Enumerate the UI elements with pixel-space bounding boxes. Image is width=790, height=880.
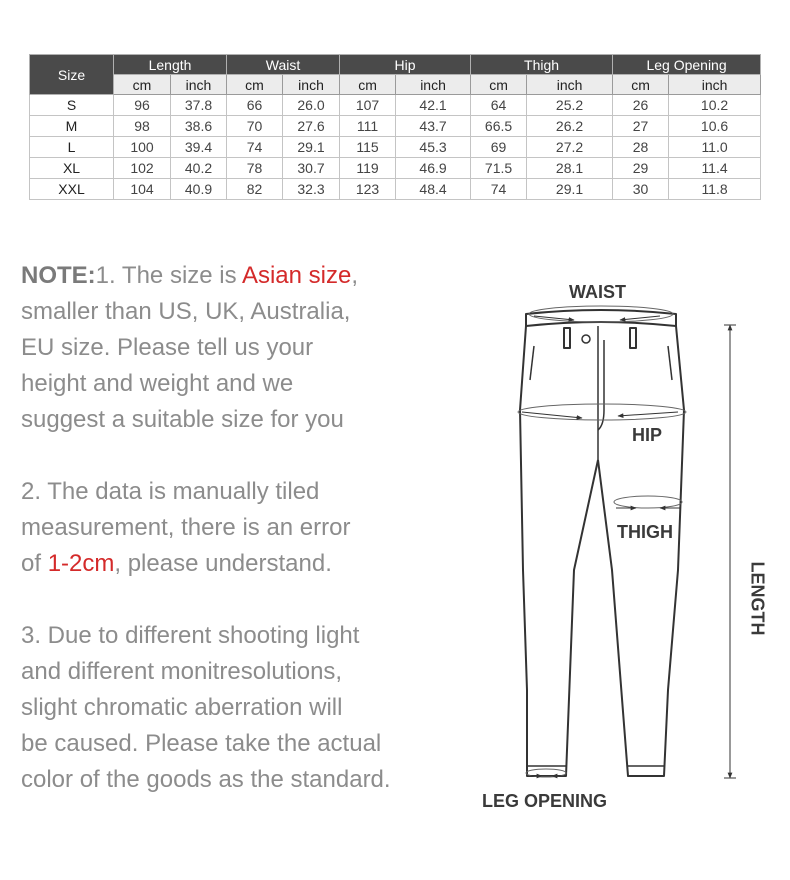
value-cell: 28	[613, 137, 669, 158]
value-cell: 40.9	[171, 179, 227, 200]
size-cell: XL	[30, 158, 114, 179]
note-1-line: suggest a suitable size for you	[21, 406, 344, 433]
value-cell: 78	[227, 158, 283, 179]
table-body	[30, 95, 761, 200]
value-cell: 37.8	[171, 95, 227, 116]
value-cell: 115	[340, 137, 396, 158]
value-cell: 46.9	[396, 158, 471, 179]
value-cell: 30	[613, 179, 669, 200]
pants-measurement-diagram	[470, 270, 790, 830]
pants-outline	[520, 310, 684, 776]
note-2-text: of	[21, 550, 48, 577]
note-3-line: and different monitresolutions,	[21, 658, 343, 685]
note-1-highlight: Asian size	[241, 262, 352, 289]
table-row	[30, 116, 761, 137]
size-cell: L	[30, 137, 114, 158]
value-cell: 28.1	[527, 158, 613, 179]
hip-group-header: Hip	[340, 55, 471, 75]
value-cell: 104	[114, 179, 171, 200]
value-cell: 96	[114, 95, 171, 116]
thigh-measure	[614, 496, 682, 508]
value-cell: 42.1	[396, 95, 471, 116]
value-cell: 45.3	[396, 137, 471, 158]
note-1-comma: ,	[351, 262, 359, 289]
note-label: NOTE:	[21, 262, 96, 289]
note-1-line: EU size. Please tell us your	[21, 334, 314, 361]
unit-cell: inch	[396, 75, 471, 95]
value-cell: 64	[471, 95, 527, 116]
value-cell: 119	[340, 158, 396, 179]
unit-cell: inch	[283, 75, 340, 95]
value-cell: 26	[613, 95, 669, 116]
value-cell: 11.8	[669, 179, 761, 200]
waist-label: WAIST	[569, 282, 626, 302]
value-cell: 27.2	[527, 137, 613, 158]
value-cell: 11.0	[669, 137, 761, 158]
unit-cell: cm	[613, 75, 669, 95]
note-2-highlight: 1-2cm	[47, 550, 115, 577]
note-1-line: smaller than US, UK, Australia,	[21, 298, 351, 325]
notes-block	[21, 258, 461, 834]
unit-cell: inch	[171, 75, 227, 95]
note-1	[21, 258, 461, 438]
value-cell: 10.2	[669, 95, 761, 116]
value-cell: 39.4	[171, 137, 227, 158]
note-3-line: slight chromatic aberration will	[21, 694, 343, 721]
unit-cell: cm	[471, 75, 527, 95]
waist-measure	[529, 306, 673, 322]
leg-opening-label: LEG OPENING	[482, 791, 608, 811]
note-3-line: color of the goods as the standard.	[21, 766, 391, 793]
unit-cell: cm	[227, 75, 283, 95]
value-cell: 102	[114, 158, 171, 179]
hip-measure	[518, 404, 686, 420]
note-1-text: 1. The size is	[95, 262, 242, 289]
value-cell: 38.6	[171, 116, 227, 137]
note-2-text-end: , please understand.	[114, 550, 332, 577]
size-column-header: Size	[30, 55, 114, 95]
length-measure	[724, 325, 736, 778]
value-cell: 82	[227, 179, 283, 200]
value-cell: 71.5	[471, 158, 527, 179]
waist-group-header: Waist	[227, 55, 340, 75]
value-cell: 40.2	[171, 158, 227, 179]
value-cell: 66.5	[471, 116, 527, 137]
value-cell: 43.7	[396, 116, 471, 137]
value-cell: 27	[613, 116, 669, 137]
value-cell: 48.4	[396, 179, 471, 200]
thigh-label: THIGH	[617, 522, 673, 542]
value-cell: 74	[227, 137, 283, 158]
table-row	[30, 95, 761, 116]
length-group-header: Length	[114, 55, 227, 75]
value-cell: 69	[471, 137, 527, 158]
value-cell: 10.6	[669, 116, 761, 137]
value-cell: 27.6	[283, 116, 340, 137]
value-cell: 70	[227, 116, 283, 137]
pants-illustration	[470, 270, 790, 830]
group-header-row	[30, 55, 761, 75]
table-row	[30, 158, 761, 179]
unit-cell: inch	[527, 75, 613, 95]
length-label: LENGTH	[747, 561, 768, 636]
value-cell: 100	[114, 137, 171, 158]
units-row	[30, 75, 761, 95]
value-cell: 29.1	[527, 179, 613, 200]
value-cell: 25.2	[527, 95, 613, 116]
note-3	[21, 618, 461, 798]
note-3-line: be caused. Please take the actual	[21, 730, 382, 757]
unit-cell: inch	[669, 75, 761, 95]
note-3-line: 3. Due to different shooting light	[21, 622, 360, 649]
value-cell: 123	[340, 179, 396, 200]
value-cell: 26.0	[283, 95, 340, 116]
unit-cell: cm	[114, 75, 171, 95]
value-cell: 29.1	[283, 137, 340, 158]
leg-opening-group-header: Leg Opening	[613, 55, 761, 75]
thigh-group-header: Thigh	[471, 55, 613, 75]
value-cell: 29	[613, 158, 669, 179]
table-row	[30, 179, 761, 200]
value-cell: 107	[340, 95, 396, 116]
note-2-line: 2. The data is manually tiled	[21, 478, 320, 505]
value-cell: 66	[227, 95, 283, 116]
size-cell: S	[30, 95, 114, 116]
value-cell: 30.7	[283, 158, 340, 179]
table-row	[30, 137, 761, 158]
value-cell: 111	[340, 116, 396, 137]
hip-label: HIP	[632, 425, 663, 445]
note-2-line: measurement, there is an error	[21, 514, 351, 541]
size-cell: XXL	[30, 179, 114, 200]
value-cell: 98	[114, 116, 171, 137]
value-cell: 74	[471, 179, 527, 200]
note-2	[21, 474, 461, 582]
note-1-line: height and weight and we	[21, 370, 294, 397]
value-cell: 11.4	[669, 158, 761, 179]
unit-cell: cm	[340, 75, 396, 95]
value-cell: 26.2	[527, 116, 613, 137]
value-cell: 32.3	[283, 179, 340, 200]
size-cell: M	[30, 116, 114, 137]
size-chart-table	[29, 54, 761, 200]
